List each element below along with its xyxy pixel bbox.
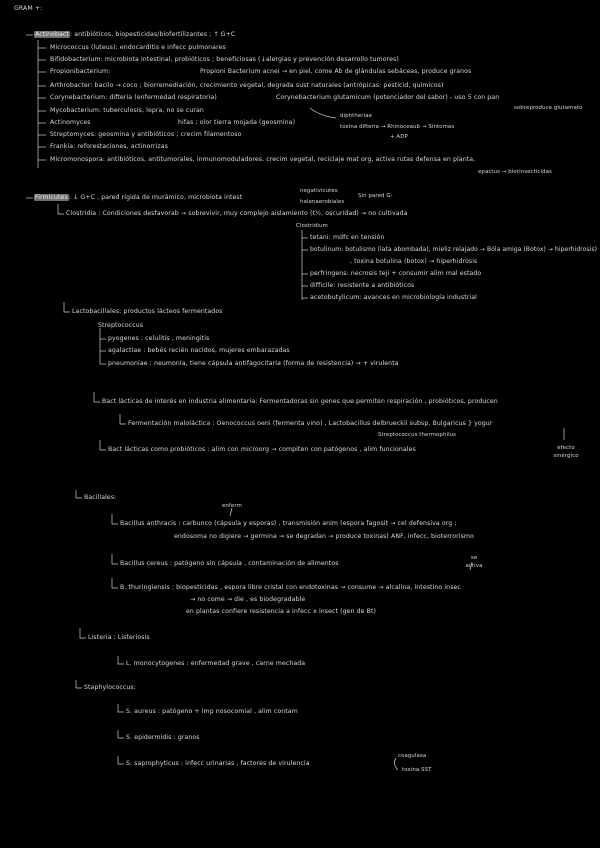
thuringiensis-line: B. thuringiensis : biopesticidas , espora libre cristal con endotoxinas → consume → alcalina, intestino insec: [120, 584, 461, 591]
fermentacion-line: Fermentación maloláctica : Oenococcus oeni (fermenta vino) , Lactobacillus delbrueckii subsp. Bulgaricus } yogur: [128, 420, 493, 427]
firmicutes-label: Firmicutes: [35, 194, 68, 201]
list-item: Propionibacterium:: [50, 68, 111, 75]
list-item: Frankia: reforestaciones, actinorrizas: [50, 143, 168, 150]
staph-heading: Staphylococcus:: [84, 684, 136, 691]
toxina-note: toxina difteria → Rhinoceaub → Sintomas: [340, 124, 455, 130]
epidermidis-line: S. epidermidis : granos: [126, 734, 200, 741]
anthracis-line: Bacillus anthracis : carbunco (cápsula y esporas) , transmisión anim (espora fagosit → cel defensiva org ;: [120, 520, 457, 527]
epactus-note: epactus → biorinsecticidas: [478, 169, 552, 175]
list-item: Corynebacterium: difteria (enfermedad respiratoria): [50, 94, 217, 101]
firmicutes-heading: [34, 194, 242, 202]
thuringiensis-plants: en plantas confiere resistencia a infecc x insect (gen de Bt): [186, 608, 377, 615]
bact-lacticas-line: Bact lácticas de interés en industria alimentaria: Fermentadoras sin genes que permiten respiración , probióticos, producen: [102, 398, 498, 405]
botulinum-continuation: , toxina botulina (botox) → hiperhidrosis: [350, 258, 478, 265]
list-item: pyogenes : celulitis , meningitis: [108, 335, 210, 342]
list-item: tetani: mdfc en tensión: [310, 234, 385, 241]
page-title: GRAM +:: [14, 5, 43, 12]
list-item: Arthrobacter: bacilo → coco ; biorremediación, crecimiento vegetal, degrada sust naturales (antrópicas: pesticid, químicos): [50, 82, 444, 89]
list-item: Streptomyces: geosmina y antibióticos ; crecim filamentoso: [50, 131, 242, 138]
firmicutes-summary: : ↓ G+C , pared rígida de murámico, microbiota intest: [68, 194, 243, 201]
list-item: Micromonospora: antibióticos, antitumorales, inmunomoduladores, crecim vegetal, reciclaje mat org, activa rutas defensa en planta,: [50, 156, 476, 163]
diphtheriae-note: diphtheriae: [340, 113, 373, 119]
streptococcus-heading: Streptococcus: [98, 322, 144, 329]
negativicutes-note: negativicutes: [300, 188, 338, 194]
list-item: agalactiae : bebés recién nacidos, mujeres embarazadas: [108, 347, 290, 354]
list-item: Bifidobacterium: microbiota intestinal, probióticos ; beneficiosas (↓alergias y prevención desarrollo tumores): [50, 56, 399, 63]
actinomyces-note: hifas ; olor tierra mojada (geosmina): [178, 119, 296, 126]
clostridia-line: Clostridia : Condiciones desfavorab → sobrevivir, muy complejo aislamiento (t½, oscuridad) → no cultivada: [66, 210, 408, 217]
thuringiensis-continuation: → no come → die , es biodegradable: [190, 596, 306, 603]
list-item: Mycobacterium: tuberculosis, lepra, no se curan: [50, 107, 204, 114]
adp-note: + ADP: [390, 134, 408, 140]
list-item: botulinum: botulismo (lata abombada), mieliz relajado → Bóla amiga (Botox) → hiperhidrosis): [310, 246, 598, 253]
efecto-sinergico-note: efecto sinérgico: [553, 445, 579, 459]
list-item: difficile: resistente a antibióticos: [310, 282, 415, 289]
pared-note: Sin pared G-: [358, 193, 393, 199]
strep-thermophilus-note: Streptococcus thermophilus: [378, 432, 457, 438]
probioticos-line: Bact lácticas como probióticos : alim con microorg → compiten con patógenos , alim funcionales: [108, 446, 416, 453]
bacillales-heading: Bacillales:: [84, 494, 117, 501]
halanaerobiales-note: halanaerobiales: [300, 199, 345, 205]
anthracis-continuation: endosoma no digiere → germina → se degradan → produce toxinas) ANF, infecc, bioterrorismo: [174, 533, 474, 540]
actino-label: Actinobact: [35, 31, 69, 38]
aureus-line: S. aureus : patógeno + imp nosocomial , alim contam: [126, 708, 298, 715]
monocytogenes-line: L. monocytogenes : enfermedad grave , carne mechada: [126, 660, 306, 667]
listeria-heading: Listeria : Listeriosis: [88, 634, 150, 641]
actino-heading: [34, 31, 235, 39]
se-activa-note: se activa: [465, 555, 483, 569]
lactobacillales-heading: Lactobacillales: productos lácteos fermentados: [72, 308, 223, 315]
coryne-glutamicum-note: Corynebacterium glutamicum (potenciador del sabor) - uso 5 con pan: [276, 94, 500, 101]
coagulasa-note: coagulasa: [398, 753, 427, 759]
cereus-line: Bacillus cereus : patógeno sin cápsula , contaminación de alimentos: [120, 560, 339, 567]
list-item: Actinomyces: [50, 119, 91, 126]
enferm-note: enferm: [222, 503, 242, 509]
coryne-right-note: sobreproduce glutamato: [514, 105, 583, 111]
saprophyticus-line: S. saprophyticus : infecc urinarias , factores de virulencia: [126, 760, 310, 767]
list-item: perfringens: necrosis teji + consumir alim mal estado: [310, 270, 482, 277]
clostridium-heading: Clostridium: [296, 223, 328, 229]
actino-summary: : antibióticos, biopesticidas/biofertilizantes ; ↑ G+C: [69, 31, 236, 38]
list-item: pneumoniae : neumonía, tiene cápsula antifagocitaria (forma de resistencia) → + virulenta: [108, 360, 399, 367]
propioni-note: Propioni Bacterium acnei → en piel, come Ab de glándulas sebáceas, produce granos: [200, 68, 472, 75]
toxina-sst-note: toxina SST: [402, 767, 432, 773]
list-item: acetobutylicum: avances en microbiología industrial: [310, 294, 477, 301]
list-item: Micrococcus (luteus): endocarditis e infecc pulmonares: [50, 44, 226, 51]
